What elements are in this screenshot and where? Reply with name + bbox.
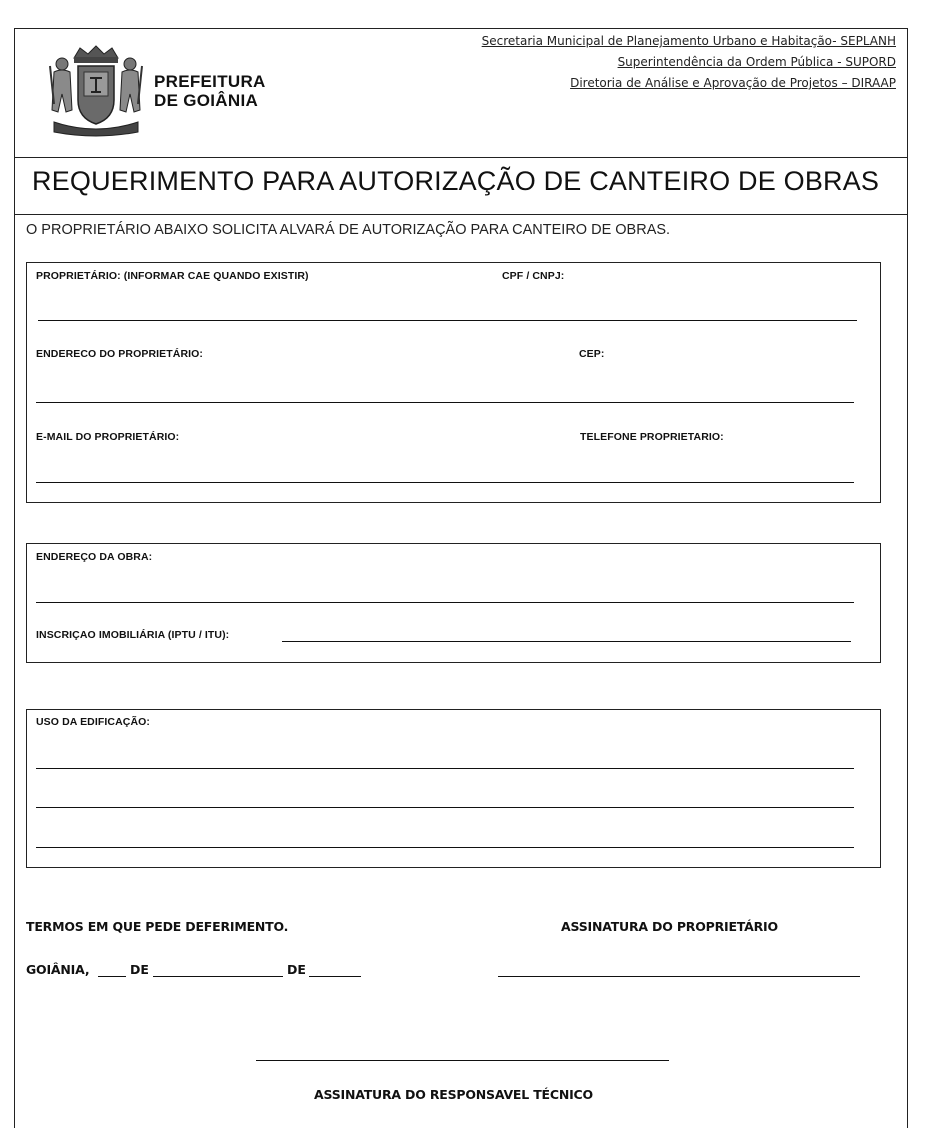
cpf-cnpj-label: CPF / CNPJ: [502,270,565,282]
header-divider [14,157,908,158]
intro-text: O PROPRIETÁRIO ABAIXO SOLICITA ALVARÁ DE AUTORIZAÇÃO PARA CANTEIRO DE OBRAS. [26,222,671,238]
owner-signature-label: ASSINATURA DO PROPRIETÁRIO [561,919,778,934]
logo-text-line2: DE GOIÂNIA [154,91,259,110]
logo-text-line1: PREFEITURA [154,72,266,91]
owner-email-label: E-MAIL DO PROPRIETÁRIO: [36,431,180,443]
date-month-field[interactable] [153,976,283,977]
form-title: REQUERIMENTO PARA AUTORIZAÇÃO DE CANTEIRO DE OBRAS [32,166,880,196]
date-city: GOIÂNIA, [26,962,90,977]
owner-phone-label: TELEFONE PROPRIETARIO: [580,431,724,443]
coat-of-arms-icon [40,42,152,140]
work-address-label: ENDEREÇO DA OBRA: [36,551,153,563]
usage-field-line-2[interactable] [36,807,854,808]
tech-signature-label: ASSINATURA DO RESPONSAVEL TÉCNICO [314,1087,593,1102]
owner-email-phone-field[interactable] [36,482,854,483]
date-de-2: DE [287,962,306,977]
date-year-field[interactable] [309,976,361,977]
building-usage-label: USO DA EDIFICAÇÃO: [36,716,150,728]
terms-text: TERMOS EM QUE PEDE DEFERIMENTO. [26,919,289,934]
owner-address-field[interactable] [36,402,854,403]
page-left-border [14,28,15,1128]
tech-signature-field[interactable] [256,1060,669,1061]
work-address-field[interactable] [36,602,854,603]
city-seal-logo [40,42,152,140]
owner-name-field[interactable] [38,320,857,321]
dept-line-diraap: Diretoria de Análise e Aprovação de Projetos – DIRAAP [570,76,896,90]
dept-line-supord: Superintendência da Ordem Pública - SUPORD [617,55,896,69]
iptu-label: INSCRIÇAO IMOBILIÁRIA (IPTU / ITU): [36,629,230,641]
department-block [300,34,896,104]
owner-info-box [26,262,881,503]
cep-label: CEP: [579,348,605,360]
usage-field-line-1[interactable] [36,768,854,769]
iptu-field[interactable] [282,641,851,642]
title-divider [14,214,908,215]
work-address-box [26,543,881,663]
date-de-1: DE [130,962,149,977]
owner-address-label: ENDERECO DO PROPRIETÁRIO: [36,348,204,360]
page-top-border [14,28,908,29]
owner-label: PROPRIETÁRIO: (INFORMAR CAE QUANDO EXISTIR) [36,270,309,282]
owner-signature-field[interactable] [498,976,860,977]
usage-field-line-3[interactable] [36,847,854,848]
building-usage-box [26,709,881,868]
dept-line-seplanh: Secretaria Municipal de Planejamento Urbano e Habitação- SEPLANH [481,34,896,48]
page-right-border [907,28,908,1128]
date-day-field[interactable] [98,976,126,977]
